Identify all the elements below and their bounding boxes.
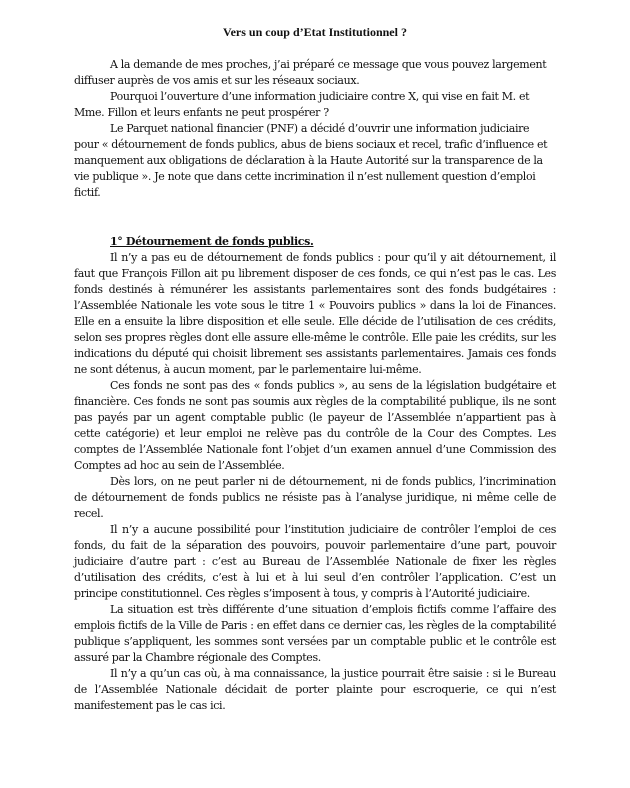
intro-block bbox=[74, 57, 556, 201]
body-paragraph: Il n’y a qu’un cas où, à ma connaissance, la justice pourrait être saisie : si le Bureau de l’Assemblée Nationale décidait de porter plainte pour escroquerie, ce qui n’est manifestement pas le cas ici. bbox=[74, 667, 556, 712]
section-block bbox=[74, 234, 556, 714]
intro-paragraph: Le Parquet national financier (PNF) a décidé d’ouvrir une information judiciaire pour « détournement de fonds publics, abus de biens sociaux et recel, trafic d’influence et manquement aux obligations de déclaration à la Haute Autorité sur la transparence de la vie publique ». Je note que dans cette incrimination il n’est nullement question d’emploi fictif. bbox=[74, 122, 548, 199]
document-title: Vers un coup d’Etat Institutionnel ? bbox=[223, 25, 407, 39]
intro-paragraph: Pourquoi l’ouverture d’une information judiciaire contre X, qui vise en fait M. et Mme. Fillon et leurs enfants ne peut prospérer ? bbox=[74, 90, 530, 119]
body-paragraph: Dès lors, on ne peut parler ni de détournement, ni de fonds publics, l’incrimination de détournement de fonds publics ne résiste pas à l’analyse juridique, ni même celle de recel. bbox=[74, 475, 556, 520]
body-paragraph: Il n’y a pas eu de détournement de fonds publics : pour qu’il y ait détournement, il faut que François Fillon ait pu librement disposer de ces fonds, ce qui n’est pas le cas. Les fonds destinés à rémunérer les assistants parlementaires sont des fonds budgétaires : l’Assemblée Nationale les vote sous le titre 1 « Pouvoirs publics » dans la loi de Finances. Elle en a ensuite la libre disposition et elle seule. Elle décide de l’utilisation de ces crédits, selon ses propres règles dont elle assure elle-même le contrôle. Elle paie les crédits, sur les indications du député qui choisit librement ses assistants parlementaires. Jamais ces fonds ne sont détenus, à aucun moment, par le parlementaire lui-même. bbox=[74, 251, 556, 376]
section-heading: 1° Détournement de fonds publics. bbox=[110, 235, 314, 248]
body-paragraph: La situation est très différente d’une situation d’emplois fictifs comme l’affaire des emplois fictifs de la Ville de Paris : en effet dans ce dernier cas, les règles de la comptabilité publique s’appliquent, les sommes sont versées par un comptable public et le contrôle est assuré par la Chambre régionale des Comptes. bbox=[74, 603, 556, 664]
body-paragraph: Il n’y a aucune possibilité pour l’institution judiciaire de contrôler l’emploi de ces fonds, du fait de la séparation des pouvoirs, pouvoir parlementaire d’une part, pouvoir judiciaire d’autre part : c’est au Bureau de l’Assemblée Nationale de fixer les règles d’utilisation des crédits, c’est à lui et à lui seul d’en contrôler l’application. C’est un principe constitutionnel. Ces règles s’imposent à tous, y compris à l’Autorité judiciaire. bbox=[74, 523, 556, 600]
intro-paragraph: A la demande de mes proches, j’ai préparé ce message que vous pouvez largement diffuser auprès de vos amis et sur les réseaux sociaux. bbox=[74, 58, 547, 87]
body-paragraph: Ces fonds ne sont pas des « fonds publics », au sens de la législation budgétaire et financière. Ces fonds ne sont pas soumis aux règles de la comptabilité publique, ils ne sont pas payés par un agent comptable public (le payeur de l’Assemblée n’appartient pas à cette catégorie) et leur emploi ne relève pas du contrôle de la Cour des Comptes. Les comptes de l’Assemblée Nationale font l’objet d’un examen annuel d’une Commission des Comptes ad hoc au sein de l’Assemblée. bbox=[74, 379, 556, 472]
